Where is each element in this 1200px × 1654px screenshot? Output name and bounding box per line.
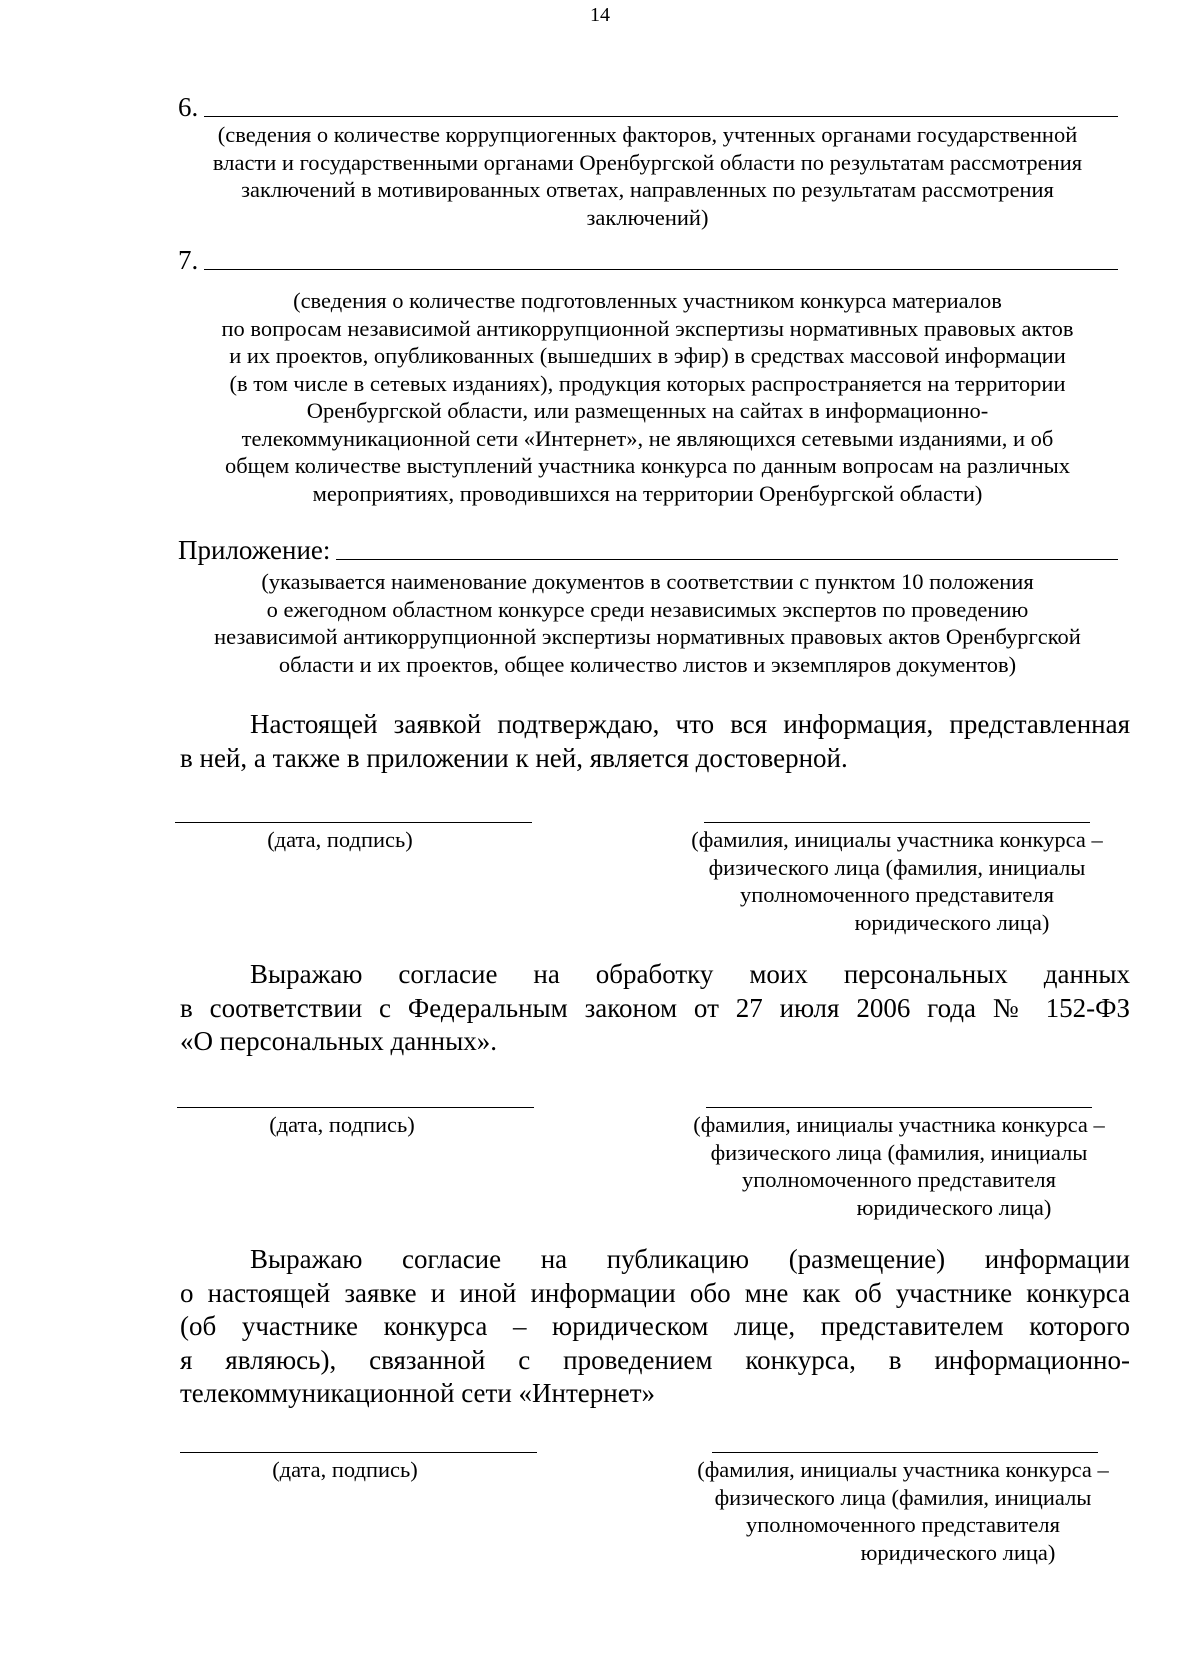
- caption-line: физического лица (фамилия, инициалы: [710, 1139, 1088, 1165]
- item-7-note: [165, 287, 1130, 507]
- item-6-note-line: заключений в мотивированных ответах, направленных по результатам рассмотрения: [241, 177, 1054, 202]
- confirmation-paragraph: [180, 708, 1130, 775]
- item-7-note-line: по вопросам независимой антикоррупционной экспертизы нормативных правовых актов: [221, 315, 1074, 341]
- item-6-line: [178, 92, 1118, 123]
- attachment-line: [178, 535, 1118, 566]
- item-7-note-line: Оренбургской области, или размещенных на сайтах в информационно-: [306, 398, 989, 423]
- item-7-note-line: мероприятиях, проводившихся на территории Оренбургской области): [312, 480, 983, 506]
- caption-line: (дата, подпись): [267, 827, 413, 852]
- publication-consent-paragraph: [180, 1243, 1130, 1411]
- item-7-note-line: и их проектов, опубликованных (вышедших в эфир) в средствах массовой информации: [229, 343, 1066, 368]
- caption-line: юридического лица): [856, 1194, 1052, 1220]
- item-7-note-line: общем количестве выступлений участника конкурса по данным вопросам на различных: [224, 453, 1071, 478]
- caption-line: физического лица (фамилия, инициалы: [708, 854, 1086, 880]
- date-signature-line: [175, 822, 532, 823]
- caption-line: уполномоченного представителя: [742, 1167, 1056, 1192]
- attachment-note-line: о ежегодном областном конкурсе среди независимых экспертов по проведению: [266, 596, 1029, 622]
- name-line: [704, 822, 1090, 823]
- paragraph-line: в ней, а также в приложении к ней, является достоверной.: [180, 742, 848, 773]
- date-signature-caption: [160, 826, 520, 854]
- item-7-fill-line: [204, 269, 1118, 270]
- item-7-line: [178, 245, 1118, 276]
- date-signature-caption: [165, 1456, 525, 1484]
- date-signature-line: [180, 1452, 537, 1453]
- caption-line: уполномоченного представителя: [740, 882, 1054, 907]
- item-7-note-line: телекоммуникационной сети «Интернет», не являющихся сетевыми изданиями, и об: [241, 425, 1054, 451]
- item-6-fill-line: [204, 116, 1118, 117]
- caption-line: (фамилия, инициалы участника конкурса –: [693, 1112, 1105, 1137]
- item-7-number: 7.: [178, 245, 199, 275]
- caption-line: физического лица (фамилия, инициалы: [714, 1484, 1092, 1510]
- attachment-note-line: области и их проектов, общее количество листов и экземпляров документов): [278, 651, 1017, 677]
- name-line: [706, 1107, 1092, 1108]
- caption-line: уполномоченного представителя: [746, 1512, 1060, 1537]
- date-signature-line: [177, 1107, 534, 1108]
- item-6-note: [165, 121, 1130, 231]
- item-7-note-line: (сведения о количестве подготовленных участником конкурса материалов: [293, 288, 1002, 313]
- name-caption: [668, 1456, 1138, 1566]
- caption-line: (фамилия, инициалы участника конкурса –: [691, 827, 1103, 852]
- caption-line: (фамилия, инициалы участника конкурса –: [697, 1457, 1109, 1482]
- attachment-note-line: (указывается наименование документов в соответствии с пунктом 10 положения: [261, 569, 1034, 594]
- paragraph-line: «О персональных данных».: [180, 1026, 497, 1056]
- personal-data-consent-paragraph: [180, 958, 1130, 1059]
- paragraph-line: о настоящей заявке и иной информации обо мне как об участнике конкурса: [180, 1277, 1130, 1308]
- attachment-label: Приложение:: [178, 535, 331, 565]
- page-number: 14: [590, 4, 610, 26]
- attachment-note: [165, 568, 1130, 678]
- paragraph-line: я являюсь), связанной с проведением конкурса, в информационно-: [180, 1344, 1130, 1375]
- attachment-fill-line: [336, 559, 1118, 560]
- item-6-note-line: власти и государственными органами Оренбургской области по результатам рассмотрения: [212, 149, 1083, 175]
- caption-line: (дата, подпись): [272, 1457, 418, 1482]
- item-7-note-line: (в том числе в сетевых изданиях), продукция которых распространяется на территории: [229, 370, 1066, 396]
- paragraph-line: (об участнике конкурса – юридическом лице, представителем которого: [180, 1311, 1130, 1341]
- name-line: [712, 1452, 1098, 1453]
- caption-line: (дата, подпись): [269, 1112, 415, 1137]
- caption-line: юридического лица): [854, 909, 1050, 935]
- item-6-note-line: заключений): [586, 204, 709, 230]
- name-caption: [662, 826, 1132, 936]
- caption-line: юридического лица): [860, 1539, 1056, 1565]
- item-6-number: 6.: [178, 92, 199, 122]
- item-6-note-line: (сведения о количестве коррупциогенных факторов, учтенных органами государственной: [217, 122, 1078, 147]
- paragraph-line: Настоящей заявкой подтверждаю, что вся информация, представленная: [250, 709, 1130, 739]
- attachment-note-line: независимой антикоррупционной экспертизы нормативных правовых актов Оренбургской: [214, 624, 1081, 649]
- paragraph-line: в соответствии с Федеральным законом от 27 июля 2006 года № 152-ФЗ: [180, 992, 1130, 1023]
- paragraph-line: Выражаю согласие на обработку моих персональных данных: [250, 959, 1130, 989]
- paragraph-line: телекоммуникационной сети «Интернет»: [180, 1378, 655, 1408]
- paragraph-line: Выражаю согласие на публикацию (размещение) информации: [250, 1244, 1130, 1274]
- name-caption: [664, 1111, 1134, 1221]
- date-signature-caption: [162, 1111, 522, 1139]
